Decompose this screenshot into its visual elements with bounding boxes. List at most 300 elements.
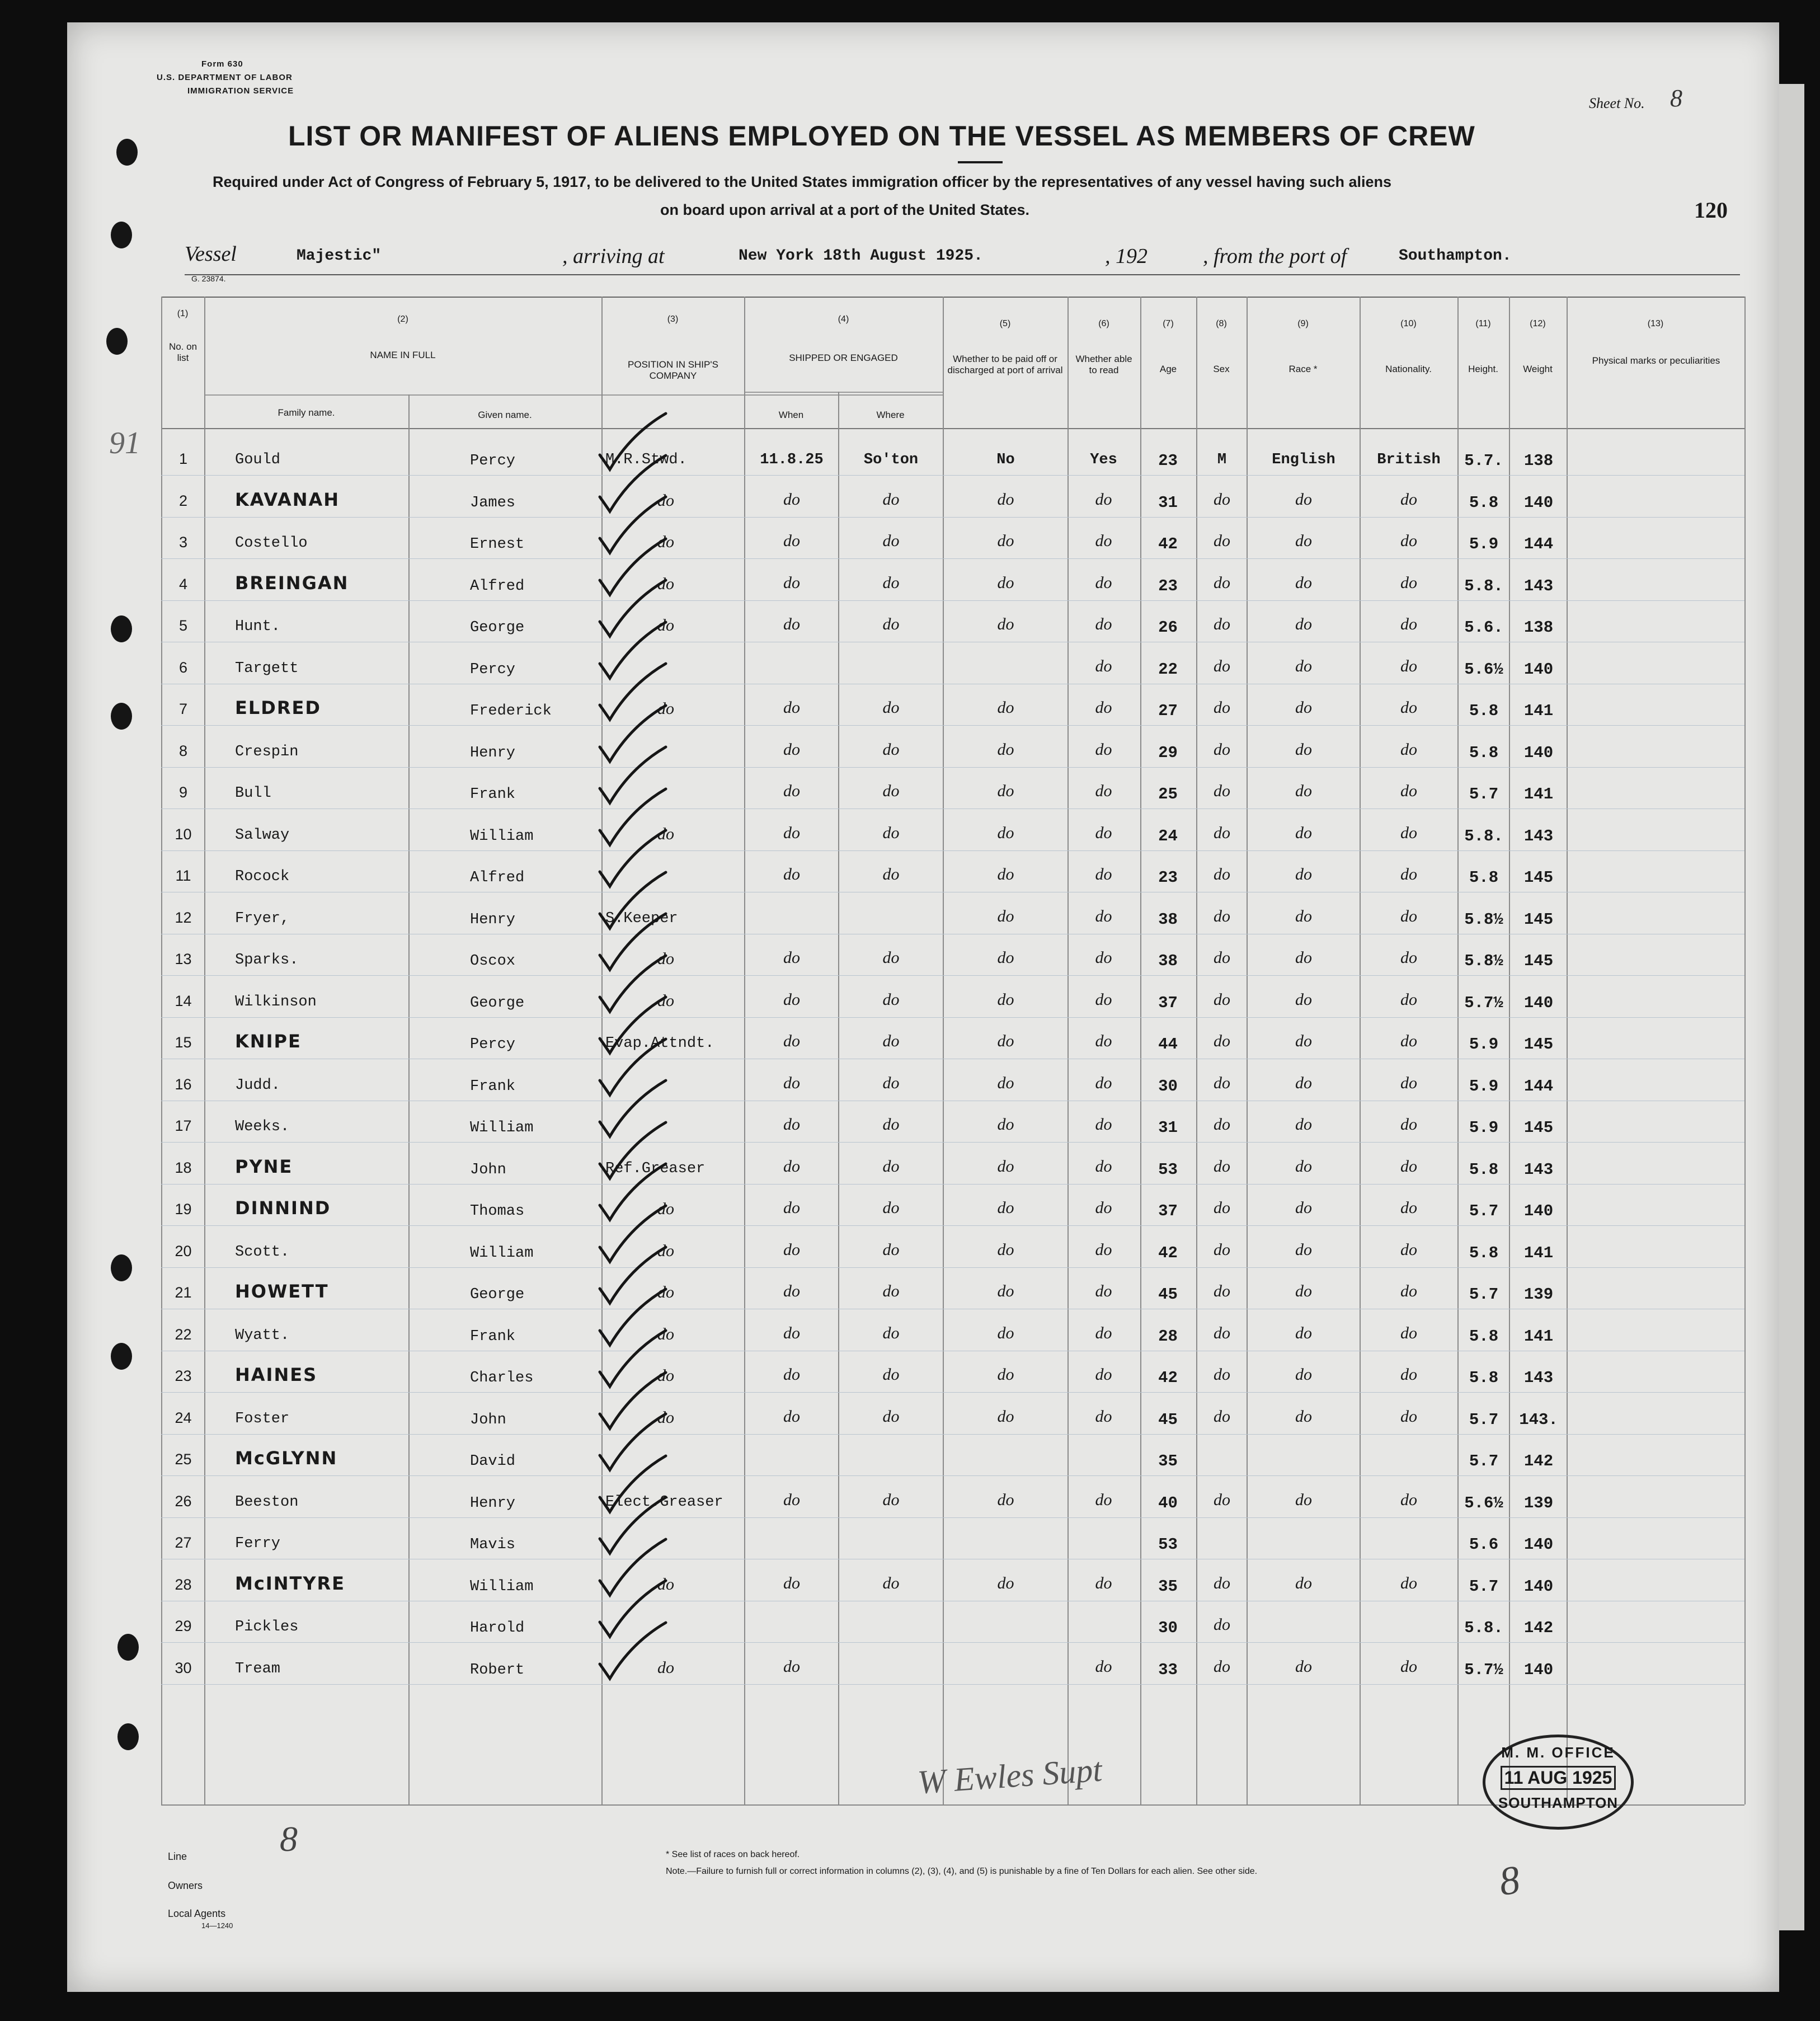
- row-number: 20: [175, 1243, 192, 1259]
- row-number: 17: [175, 1117, 192, 1134]
- col-border: [1567, 297, 1568, 1804]
- when-value: do: [783, 990, 800, 1009]
- position-value: do: [657, 575, 674, 593]
- race-value: do: [1295, 615, 1312, 633]
- nationality-value: do: [1400, 1240, 1417, 1259]
- family-name: Costello: [235, 535, 308, 552]
- age-value: 38: [1158, 910, 1178, 929]
- row-number: 22: [175, 1326, 192, 1343]
- position-value: do: [657, 1200, 674, 1218]
- read-value: do: [1095, 948, 1112, 967]
- age-value: 44: [1158, 1035, 1178, 1054]
- row-rule: [161, 1225, 1744, 1226]
- sex-value: do: [1214, 657, 1230, 675]
- paid-value: do: [997, 990, 1014, 1009]
- age-value: 38: [1158, 952, 1178, 970]
- weight-value: 140: [1523, 744, 1554, 762]
- family-name: Crespin: [235, 744, 299, 760]
- read-value: do: [1095, 532, 1112, 550]
- age-value: 31: [1158, 494, 1178, 512]
- row-rule: [161, 767, 1744, 768]
- family-name: Sparks.: [235, 952, 299, 969]
- weight-value: 145: [1523, 910, 1554, 929]
- race-value: do: [1295, 1032, 1312, 1050]
- sex-value: do: [1214, 1657, 1230, 1676]
- col-paid-off: Whether to be paid off or discharged at port of arrival: [947, 354, 1063, 375]
- race-value: do: [1295, 1407, 1312, 1426]
- col-race: Race *: [1288, 364, 1318, 374]
- family-name: Gould: [235, 452, 281, 468]
- family-name: Bull: [235, 785, 271, 802]
- nationality-value: do: [1400, 1074, 1417, 1092]
- read-value: do: [1095, 1240, 1112, 1259]
- read-value: do: [1095, 1074, 1112, 1092]
- nationality-value: do: [1400, 574, 1417, 592]
- when-value: do: [783, 1282, 800, 1300]
- given-name: Alfred: [470, 870, 525, 886]
- age-value: 40: [1158, 1494, 1178, 1512]
- punch-hole: [117, 1634, 139, 1661]
- given-name: Ernest: [470, 536, 525, 553]
- family-name: ELDRED: [235, 697, 321, 718]
- read-value: do: [1095, 907, 1112, 925]
- nationality-value: do: [1400, 1574, 1417, 1592]
- age-value: 37: [1158, 994, 1178, 1012]
- family-name: Fryer,: [235, 910, 290, 927]
- family-name: Scott.: [235, 1244, 290, 1261]
- row-rule: [161, 558, 1744, 559]
- height-value: 5.6½: [1464, 1494, 1503, 1512]
- weight-value: 140: [1523, 660, 1554, 679]
- paid-value: do: [997, 1407, 1014, 1426]
- weight-value: 144: [1523, 1077, 1554, 1096]
- read-value: do: [1095, 574, 1112, 592]
- when-value: do: [783, 1115, 800, 1134]
- age-value: 23: [1158, 452, 1178, 470]
- row-number: 24: [175, 1409, 192, 1426]
- nationality-value: do: [1400, 1282, 1417, 1300]
- paid-value: do: [997, 824, 1014, 842]
- row-number: 27: [175, 1534, 192, 1551]
- col-physical-marks: Physical marks or peculiarities: [1592, 355, 1720, 366]
- family-name: McGLYNN: [235, 1447, 338, 1469]
- age-value: 33: [1158, 1661, 1178, 1679]
- height-value: 5.9: [1469, 1118, 1499, 1137]
- race-value: do: [1295, 1115, 1312, 1134]
- age-value: 22: [1158, 660, 1178, 679]
- sex-value: do: [1214, 698, 1230, 717]
- when-value: 11.8.25: [760, 452, 824, 468]
- col-border: [408, 394, 410, 1804]
- race-value: do: [1295, 740, 1312, 759]
- height-value: 5.6: [1469, 1535, 1499, 1554]
- weight-value: 141: [1523, 1244, 1554, 1262]
- family-name: Targett: [235, 660, 299, 677]
- colnum-6: (6): [1098, 319, 1109, 328]
- nationality-value: do: [1400, 1407, 1417, 1426]
- race-value: do: [1295, 1324, 1312, 1342]
- sex-value: do: [1214, 1240, 1230, 1259]
- line-value: 8: [280, 1819, 298, 1859]
- height-value: 5.9: [1469, 1077, 1499, 1096]
- race-value: do: [1295, 574, 1312, 592]
- row-rule: [161, 1267, 1744, 1268]
- col-position: POSITION IN SHIP'S COMPANY: [628, 359, 718, 381]
- age-value: 42: [1158, 1369, 1178, 1387]
- when-value: do: [783, 1074, 800, 1092]
- sex-value: do: [1214, 1324, 1230, 1342]
- race-value: do: [1295, 865, 1312, 883]
- sex-value: do: [1214, 1032, 1230, 1050]
- sex-value: do: [1214, 782, 1230, 800]
- row-number: 18: [175, 1159, 192, 1176]
- row-number: 3: [178, 534, 188, 551]
- age-value: 35: [1158, 1452, 1178, 1470]
- sex-value: do: [1214, 1115, 1230, 1134]
- sex-value: do: [1214, 1407, 1230, 1426]
- when-value: do: [783, 1574, 800, 1592]
- nationality-value: do: [1400, 740, 1417, 759]
- sex-value: do: [1214, 907, 1230, 925]
- col-when: When: [778, 410, 804, 420]
- row-rule: [161, 1184, 1744, 1185]
- colnum-8: (8): [1216, 319, 1227, 328]
- height-value: 5.6.: [1464, 618, 1503, 637]
- given-name: Frederick: [470, 703, 552, 720]
- when-value: do: [783, 1032, 800, 1050]
- nationality-value: do: [1400, 948, 1417, 967]
- paid-value: do: [997, 1574, 1014, 1592]
- family-name: DINNIND: [235, 1197, 331, 1219]
- height-value: 5.7: [1469, 1202, 1499, 1220]
- punch-hole: [111, 1254, 132, 1281]
- colnum-7: (7): [1163, 319, 1174, 328]
- position-value: do: [657, 1283, 674, 1301]
- stamp-bottom-text: SOUTHAMPTON: [1498, 1794, 1619, 1811]
- page-edge-tab: [1779, 84, 1804, 1930]
- position-value: do: [657, 1575, 674, 1594]
- row-rule: [161, 1434, 1744, 1435]
- paid-value: do: [997, 532, 1014, 550]
- tick-icon: [598, 1620, 670, 1682]
- paid-value: do: [997, 1115, 1014, 1134]
- age-value: 26: [1158, 618, 1178, 637]
- col-border: [204, 297, 205, 1804]
- colnum-2: (2): [397, 314, 408, 324]
- height-value: 5.8: [1469, 702, 1499, 720]
- col-given-name: Given name.: [478, 410, 532, 420]
- age-value: 23: [1158, 868, 1178, 887]
- height-value: 5.6½: [1464, 660, 1503, 679]
- family-name: Hunt.: [235, 618, 281, 635]
- paid-value: do: [997, 615, 1014, 633]
- when-value: do: [783, 782, 800, 800]
- nationality-value: do: [1400, 1115, 1417, 1134]
- race-value: do: [1295, 948, 1312, 967]
- subtitle-line-1: Required under Act of Congress of February 5, 1917, to be delivered to the United States immigration officer by the representatives of any vessel having such aliens: [213, 173, 1392, 190]
- where-value: do: [882, 574, 900, 592]
- col-no-on-list: No. on list: [168, 341, 197, 363]
- race-value: do: [1295, 782, 1312, 800]
- age-value: 53: [1158, 1535, 1178, 1554]
- row-rule: [161, 475, 1744, 476]
- given-name: Mavis: [470, 1536, 516, 1553]
- where-value: do: [882, 490, 900, 509]
- sex-value: do: [1214, 532, 1230, 550]
- height-value: 5.9: [1469, 1035, 1499, 1054]
- race-value: do: [1295, 657, 1312, 675]
- col-border: [744, 297, 745, 1804]
- row-rule: [161, 975, 1744, 976]
- paid-value: do: [997, 1032, 1014, 1050]
- weight-value: 138: [1523, 618, 1554, 637]
- age-value: 42: [1158, 535, 1178, 553]
- stamp-top-text: M. M. OFFICE: [1501, 1744, 1615, 1761]
- row-rule: [161, 725, 1744, 726]
- nationality-value: do: [1400, 1324, 1417, 1342]
- family-name: McINTYRE: [235, 1573, 345, 1594]
- nationality-value: do: [1400, 1491, 1417, 1509]
- age-value: 28: [1158, 1327, 1178, 1346]
- weight-value: 142: [1523, 1619, 1554, 1637]
- col-able-to-read: Whether able to read: [1075, 354, 1132, 375]
- race-value: do: [1295, 1157, 1312, 1176]
- vessel-name: Majestic": [297, 247, 382, 265]
- when-value: do: [783, 1365, 800, 1384]
- given-name: James: [470, 495, 516, 511]
- paid-value: do: [997, 740, 1014, 759]
- height-value: 5.8: [1469, 744, 1499, 762]
- family-name: Foster: [235, 1411, 290, 1427]
- read-value: do: [1095, 990, 1112, 1009]
- race-value: do: [1295, 1365, 1312, 1384]
- given-name: Percy: [470, 1036, 516, 1053]
- family-name: Tream: [235, 1661, 281, 1677]
- sex-value: do: [1214, 990, 1230, 1009]
- read-value: do: [1095, 1657, 1112, 1676]
- where-value: do: [882, 1365, 900, 1384]
- given-name: Harold: [470, 1620, 525, 1637]
- weight-value: 141: [1523, 1327, 1554, 1346]
- paid-value: do: [997, 490, 1014, 509]
- where-value: do: [882, 1074, 900, 1092]
- nationality-value: do: [1400, 532, 1417, 550]
- weight-value: 141: [1523, 785, 1554, 803]
- family-name: Salway: [235, 827, 290, 844]
- position-value: do: [657, 825, 674, 843]
- family-name: HAINES: [235, 1364, 318, 1385]
- col-family-name: Family name.: [278, 407, 335, 418]
- height-value: 5.7: [1469, 1452, 1499, 1470]
- given-name: Frank: [470, 786, 516, 803]
- weight-value: 140: [1523, 494, 1554, 512]
- family-name: Weeks.: [235, 1118, 290, 1135]
- family-name: HOWETT: [235, 1281, 329, 1302]
- position-value: do: [657, 950, 674, 968]
- col-shipped: SHIPPED OR ENGAGED: [789, 352, 898, 363]
- age-value: 45: [1158, 1411, 1178, 1429]
- given-name: Alfred: [470, 578, 525, 595]
- read-value: do: [1095, 698, 1112, 717]
- family-name: Ferry: [235, 1535, 281, 1552]
- family-name: PYNE: [235, 1156, 293, 1177]
- sex-value: do: [1214, 948, 1230, 967]
- col-sex: Sex: [1213, 364, 1230, 374]
- where-value: do: [882, 740, 900, 759]
- read-value: do: [1095, 1282, 1112, 1300]
- race-value: do: [1295, 1491, 1312, 1509]
- position-value: M.R.Stwd.: [605, 452, 687, 468]
- colnum-10: (10): [1400, 319, 1417, 328]
- col-height: Height.: [1468, 364, 1498, 374]
- where-value: do: [882, 615, 900, 633]
- vessel-underline: [185, 274, 1740, 275]
- race-value: do: [1295, 1282, 1312, 1300]
- read-value: do: [1095, 865, 1112, 883]
- read-value: do: [1095, 1115, 1112, 1134]
- weight-value: 143.: [1519, 1411, 1558, 1429]
- position-value: do: [657, 533, 674, 551]
- row-number: 11: [175, 867, 191, 884]
- punch-hole: [111, 222, 132, 248]
- row-rule: [161, 1017, 1744, 1018]
- weight-value: 140: [1523, 1202, 1554, 1220]
- colnum-4: (4): [838, 314, 849, 324]
- height-value: 5.7½: [1464, 1661, 1503, 1679]
- nationality-value: do: [1400, 907, 1417, 925]
- row-number: 25: [175, 1451, 192, 1468]
- when-value: do: [783, 698, 800, 717]
- col-border: [943, 297, 944, 1804]
- weight-value: 140: [1523, 1661, 1554, 1679]
- read-value: do: [1095, 824, 1112, 842]
- family-name: Wilkinson: [235, 994, 317, 1010]
- sex-value: do: [1214, 1491, 1230, 1509]
- col-age: Age: [1159, 364, 1177, 374]
- nationality-value: do: [1400, 1032, 1417, 1050]
- nationality-value: do: [1400, 698, 1417, 717]
- row-number: 13: [175, 951, 192, 967]
- punch-hole: [116, 139, 138, 166]
- when-value: do: [783, 532, 800, 550]
- where-value: do: [882, 1157, 900, 1176]
- weight-value: 142: [1523, 1452, 1554, 1470]
- sex-value: do: [1214, 1574, 1230, 1592]
- paid-value: do: [997, 948, 1014, 967]
- where-value: do: [882, 698, 900, 717]
- row-number: 9: [178, 784, 188, 801]
- read-value: do: [1095, 1157, 1112, 1176]
- family-name: Judd.: [235, 1077, 281, 1094]
- shipped-subhead-rule: [744, 392, 943, 393]
- position-value: do: [657, 491, 674, 510]
- sheet-number: 8: [1670, 84, 1682, 112]
- punch-hole: [117, 1723, 139, 1750]
- sex-value: do: [1214, 490, 1230, 509]
- punch-hole: [111, 615, 132, 642]
- row-rule: [161, 517, 1744, 518]
- paid-value: do: [997, 698, 1014, 717]
- paid-value: do: [997, 907, 1014, 925]
- age-value: 53: [1158, 1160, 1178, 1179]
- row-number: 2: [178, 492, 188, 509]
- position-value: Elect.Greaser: [605, 1494, 723, 1511]
- sex-value: do: [1214, 1282, 1230, 1300]
- race-value: do: [1295, 1198, 1312, 1217]
- read-value: do: [1095, 740, 1112, 759]
- row-number: 7: [178, 701, 188, 717]
- row-number: 8: [178, 742, 188, 759]
- family-name: Pickles: [235, 1619, 299, 1635]
- form-code: G. 23874.: [191, 274, 226, 283]
- where-value: So'ton: [863, 452, 919, 468]
- sex-value: do: [1214, 574, 1230, 592]
- height-value: 5.8½: [1464, 910, 1503, 929]
- nationality-value: do: [1400, 782, 1417, 800]
- read-value: do: [1095, 490, 1112, 509]
- given-name: Oscox: [470, 953, 516, 970]
- form-number: Form 630: [201, 59, 243, 69]
- colnum-9: (9): [1297, 319, 1309, 328]
- arriving-label: , arriving at: [562, 245, 665, 268]
- given-name: Frank: [470, 1078, 516, 1095]
- year-label: , 192: [1105, 245, 1148, 268]
- given-name: Frank: [470, 1328, 516, 1345]
- nationality-value: British: [1377, 452, 1441, 468]
- given-name: William: [470, 1120, 534, 1136]
- from-port: Southampton.: [1399, 247, 1512, 265]
- punch-hole: [111, 1343, 132, 1370]
- where-value: do: [882, 1407, 900, 1426]
- weight-value: 145: [1523, 1035, 1554, 1054]
- paid-value: do: [997, 1198, 1014, 1217]
- when-value: do: [783, 824, 800, 842]
- paid-value: do: [997, 1157, 1014, 1176]
- weight-value: 145: [1523, 868, 1554, 887]
- weight-value: 143: [1523, 827, 1554, 845]
- row-number: 30: [175, 1660, 192, 1676]
- where-value: do: [882, 824, 900, 842]
- col-weight: Weight: [1523, 364, 1553, 374]
- where-value: do: [882, 1032, 900, 1050]
- read-value: Yes: [1090, 452, 1117, 468]
- row-number: 15: [175, 1034, 192, 1051]
- nationality-value: do: [1400, 657, 1417, 675]
- nationality-value: do: [1400, 1198, 1417, 1217]
- given-name: Henry: [470, 1495, 516, 1512]
- given-name: John: [470, 1412, 506, 1428]
- when-value: do: [783, 1324, 800, 1342]
- sex-value: do: [1214, 865, 1230, 883]
- age-value: 42: [1158, 1244, 1178, 1262]
- race-value: do: [1295, 532, 1312, 550]
- colnum-12: (12): [1530, 319, 1546, 328]
- header-bottom-rule: [161, 428, 1744, 429]
- age-value: 29: [1158, 744, 1178, 762]
- row-rule: [161, 850, 1744, 851]
- row-number: 12: [175, 909, 192, 926]
- colnum-5: (5): [999, 319, 1011, 328]
- race-value: do: [1295, 1657, 1312, 1676]
- paid-value: do: [997, 1240, 1014, 1259]
- family-name: Beeston: [235, 1494, 299, 1511]
- height-value: 5.8: [1469, 1160, 1499, 1179]
- where-value: do: [882, 1240, 900, 1259]
- row-number: 26: [175, 1493, 192, 1510]
- penalty-note: Note.—Failure to furnish full or correct information in columns (2), (3), (4), and (5) is punishable by a fine of Ten Dollars for each alien. See other side.: [666, 1867, 1258, 1876]
- row-number: 4: [178, 576, 188, 593]
- when-value: do: [783, 865, 800, 883]
